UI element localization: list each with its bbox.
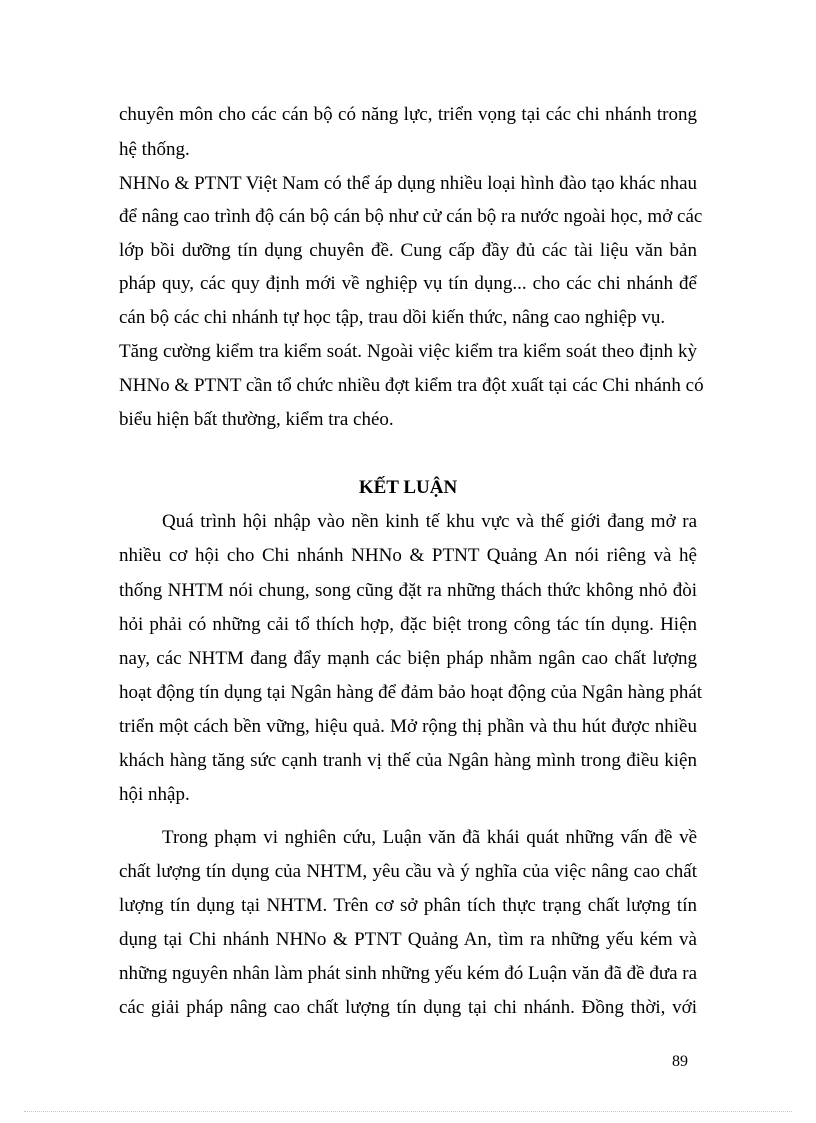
page-number: 89 <box>672 1053 688 1070</box>
body-line: NHNo & PTNT Việt Nam có thể áp dụng nhiều loại hình đào tạo khác nhau <box>119 173 697 194</box>
body-line: nhiều cơ hội cho Chi nhánh NHNo & PTNT Quảng An nói riêng và hệ <box>119 545 697 566</box>
body-line: thống NHTM nói chung, song cũng đặt ra những thách thức không nhỏ đòi <box>119 580 697 601</box>
body-line: Trong phạm vi nghiên cứu, Luận văn đã khái quát những vấn đề về <box>162 827 697 848</box>
body-line: triển một cách bền vững, hiệu quả. Mở rộng thị phần và thu hút được nhiều <box>119 716 697 737</box>
body-line: chất lượng tín dụng của NHTM, yêu cầu và ý nghĩa của việc nâng cao chất <box>119 861 697 882</box>
body-line: chuyên môn cho các cán bộ có năng lực, triển vọng tại các chi nhánh trong <box>119 104 697 125</box>
body-line: hỏi phải có những cải tổ thích hợp, đặc biệt trong công tác tín dụng. Hiện <box>119 614 697 635</box>
body-line: pháp quy, các quy định mới về nghiệp vụ tín dụng... cho các chi nhánh để <box>119 273 697 294</box>
body-line: nay, các NHTM đang đẩy mạnh các biện pháp nhằm ngân cao chất lượng <box>119 648 697 669</box>
body-line: để nâng cao trình độ cán bộ cán bộ như cử cán bộ ra nước ngoài học, mở các <box>119 206 703 227</box>
body-line: hệ thống. <box>119 139 190 160</box>
body-line: hoạt động tín dụng tại Ngân hàng để đảm bảo hoạt động của Ngân hàng phát <box>119 682 703 703</box>
body-line: Quá trình hội nhập vào nền kinh tế khu vực và thế giới đang mở ra <box>162 511 697 532</box>
body-line: các giải pháp nâng cao chất lượng tín dụng tại chi nhánh. Đồng thời, với <box>119 997 697 1018</box>
body-line: hội nhập. <box>119 784 190 805</box>
footer-divider <box>24 1111 792 1112</box>
body-line: NHNo & PTNT cần tổ chức nhiều đợt kiểm tra đột xuất tại các Chi nhánh có <box>119 375 704 396</box>
body-line: Tăng cường kiểm tra kiểm soát. Ngoài việc kiểm tra kiểm soát theo định kỳ <box>119 341 697 362</box>
body-line: lượng tín dụng tại NHTM. Trên cơ sở phân tích thực trạng chất lượng tín <box>119 895 697 916</box>
body-line: những nguyên nhân làm phát sinh những yếu kém đó Luận văn đã đề đưa ra <box>119 963 698 984</box>
body-line: biểu hiện bất thường, kiểm tra chéo. <box>119 409 394 430</box>
section-heading: KẾT LUẬN <box>358 477 458 498</box>
body-line: khách hàng tăng sức cạnh tranh vị thế của Ngân hàng mình trong điều kiện <box>119 750 697 771</box>
body-line: lớp bồi dưỡng tín dụng chuyên đề. Cung cấp đầy đủ các tài liệu văn bản <box>119 240 697 261</box>
body-line: dụng tại Chi nhánh NHNo & PTNT Quảng An, tìm ra những yếu kém và <box>119 929 697 950</box>
body-line: cán bộ các chi nhánh tự học tập, trau dồi kiến thức, nâng cao nghiệp vụ. <box>119 307 666 328</box>
